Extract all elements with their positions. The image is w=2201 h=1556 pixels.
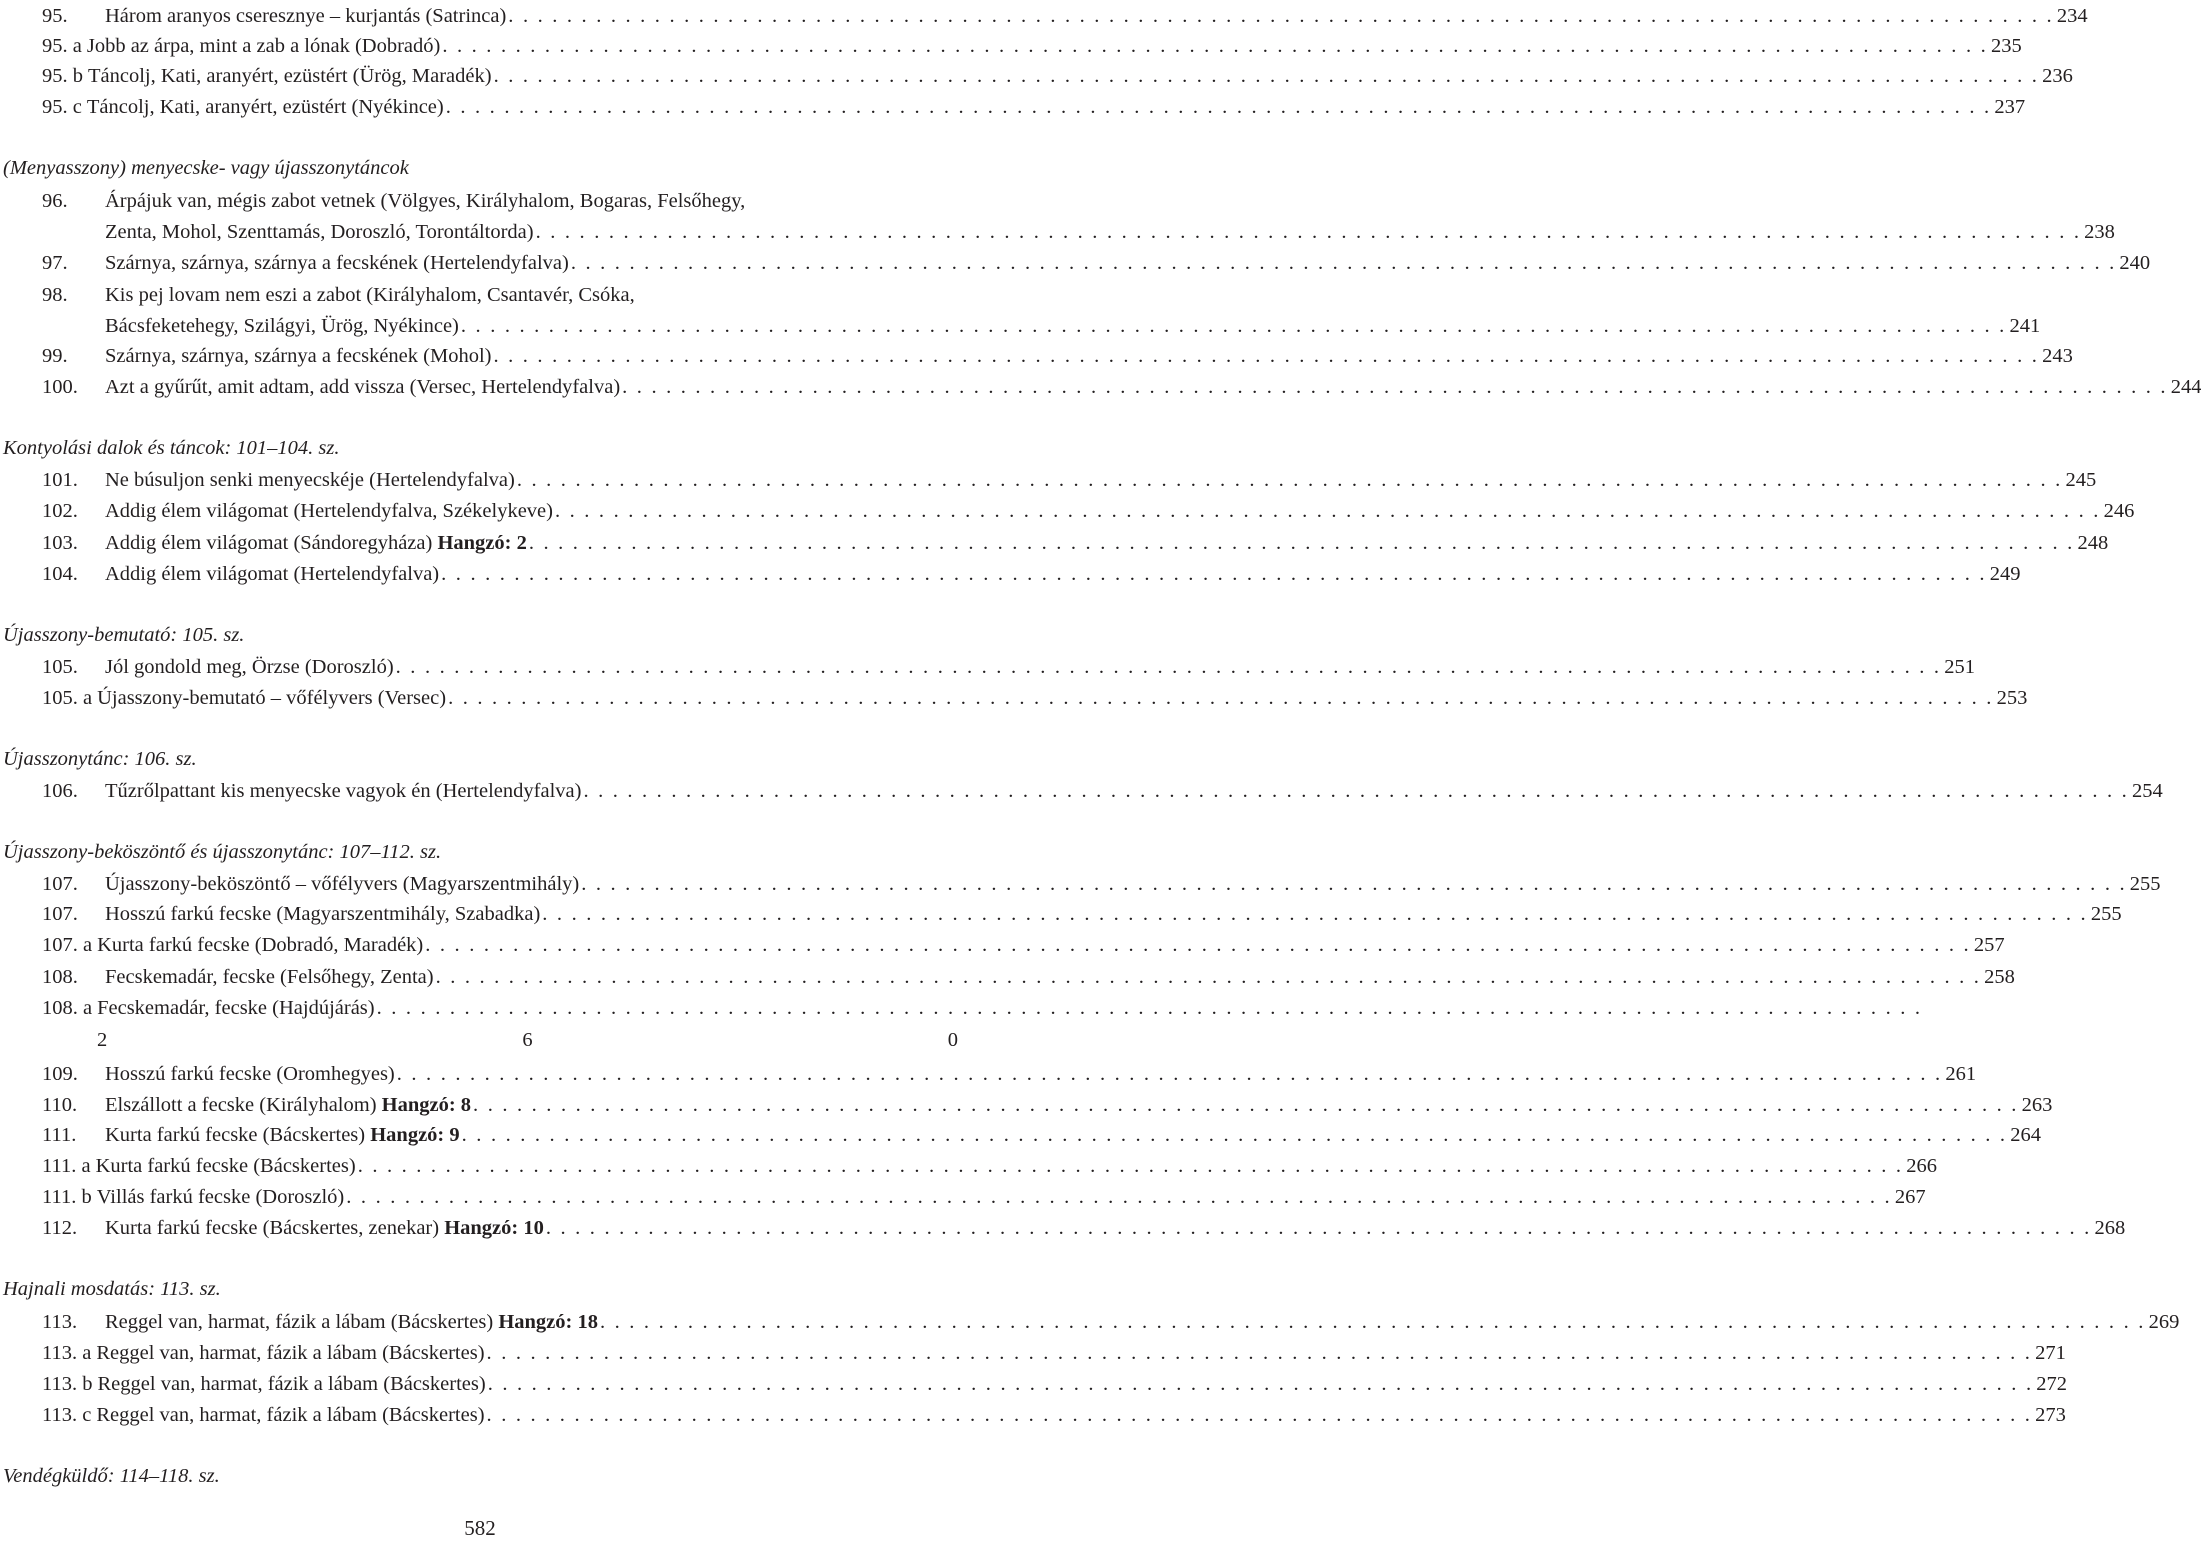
entry-number: 107. [42,873,78,895]
dot-leader: . . . . . . . . . . . . . . . . . . . . . . . . . . . . . . . . . . . . . . . . . . . . . . . . . . . . . . . . . . . . . . . . . . . . . . . . . . . . . . . . . . . . . . . . . . . . . . . . . . . . . . . . . . [435,966,1982,988]
entry-title [98,1370,486,1398]
dot-leader: . . . . . . . . . . . . . . . . . . . . . . . . . . . . . . . . . . . . . . . . . . . . . . . . . . . . . . . . . . . . . . . . . . . . . . . . . . . . . . . . . . . . . . . . . . . . . . . . . . . . . . . . . . [493,65,2040,87]
entry-title-text: Zenta, Mohol, Szenttamás, Doroszló, Torontáltorda) [105,221,534,243]
entry-title [105,497,553,525]
entry-title-text: Újasszony-bemutató – vőfélyvers (Versec) [97,687,447,709]
entry-number: 109. [42,1063,78,1085]
dot-leader: . . . . . . . . . . . . . . . . . . . . . . . . . . . . . . . . . . . . . . . . . . . . . . . . . . . . . . . . . . . . . . . . . . . . . . . . . . . . . . . . . . . . . . . . . . . . . . . . . . . . . . . . . . [508,5,2054,27]
page-number-split [97,1026,958,1054]
entry-number: 113. [42,1311,78,1333]
dot-leader: . . . . . . . . . . . . . . . . . . . . . . . . . . . . . . . . . . . . . . . . . . . . . . . . . . . . . . . . . . . . . . . . . . . . . . . . . . . . . . . . . . . . . . . . . . . . . . . . . . . . . . . . . . [542,903,2088,925]
entry-title [105,312,459,340]
entry-title [105,1214,544,1242]
entry-title [105,342,491,370]
entry-number: 95. c [42,96,82,118]
section-heading: Újasszonytánc: 106. sz. [3,748,197,770]
entry-title [105,2,506,30]
entry-title [105,870,579,898]
toc-entry [42,249,2151,277]
toc-entry [42,1370,2068,1398]
entry-title-text: Fecskemadár, fecske (Hajdújárás) [97,997,375,1019]
entry-page: 249 [1989,563,2021,585]
entry-title [105,777,581,805]
entry-title [87,32,441,60]
entry-title-text: Újasszony-beköszöntő – vőfélyvers (Magyarszentmihály) [105,873,580,895]
entry-page: 243 [2042,345,2073,367]
entry-page: 237 [1994,96,2026,118]
toc-entry [42,560,2021,588]
toc-entry [42,777,2163,805]
entry-title-text: Táncolj, Kati, aranyért, ezüstért (Nyékince) [86,96,444,118]
dot-leader: . . . . . . . . . . . . . . . . . . . . . . . . . . . . . . . . . . . . . . . . . . . . . . . . . . . . . . . . . . . . . . . . . . . . . . . . . . . . . . . . . . . . . . . . . . . . . . . . . . . . . . . . . . [473,1094,2019,1116]
entry-title [105,281,635,309]
entry-title-text: Addig élem világomat (Hertelendyfalva) [105,563,440,585]
entry-title-text: Kurta farkú fecske (Dobradó, Maradék) [97,934,424,956]
dot-leader: . . . . . . . . . . . . . . . . . . . . . . . . . . . . . . . . . . . . . . . . . . . . . . . . . . . . . . . . . . . . . . . . . . . . . . . . . . . . . . . . . . . . . . . . . . . . . . . . . . . . . . . . . . [487,1373,2034,1395]
entry-title-text: Tűzrőlpattant kis menyecske vagyok én (Hertelendyfalva) [105,780,582,802]
entry-page: 255 [2090,903,2122,925]
entry-title [105,249,569,277]
toc-entry [42,187,958,215]
entry-page: 268 [2094,1217,2126,1239]
entry-number: 101. [42,469,78,491]
entry-page: 258 [1984,966,2015,988]
entry-number: 95. b [42,65,83,87]
section-heading: Vendégküldő: 114–118. sz. [3,1465,220,1487]
toc-entry [42,62,2073,90]
entry-number: 107. a [42,934,93,956]
toc-entry [42,2,2088,30]
entry-title-text: Kis pej lovam nem eszi a zabot (Királyhalom, Csantavér, Csóka, [105,284,635,306]
entry-page: 257 [1973,934,2005,956]
entry-page: 271 [2035,1342,2066,1364]
entry-title [105,963,434,991]
toc-entry [42,653,1975,681]
toc-entry [42,870,2161,898]
entry-number: 97. [42,252,68,274]
entry-page: 235 [1990,35,2022,57]
entry-title [96,1339,484,1367]
toc-entry-continuation [105,218,2115,246]
toc-entry [42,963,2015,991]
audio-track-label: Hangzó: 10 [444,1217,544,1239]
split-digit: 0 [947,1029,958,1051]
dot-leader: . . . . . . . . . . . . . . . . . . . . . . . . . . . . . . . . . . . . . . . . . . . . . . . . . . . . . . . . . . . . . . . . . . . . . . . . . . . . . . . . . . . . . . . . . . . . . . . . . . . . . . . . . . [516,469,2063,491]
entry-number: 105. a [42,687,93,709]
entry-title [97,931,423,959]
toc-entry [42,1121,2041,1149]
entry-title [105,900,540,928]
entry-page: 264 [2010,1124,2041,1146]
entry-page: 245 [2065,469,2097,491]
dot-leader: . . . . . . . . . . . . . . . . . . . . . . . . . . . . . . . . . . . . . . . . . . . . . . . . . . . . . . . . . . . . . . . . . . . . . . . . . . . . . . . . . . . . . . . . . . . . . . . . . . . . . . . . . . [460,315,2007,337]
toc-entry [42,1401,2066,1429]
entry-title [105,1308,598,1336]
entry-number: 96. [42,190,68,212]
entry-title-text: Elszállott a fecske (Királyhalom) [105,1094,377,1116]
entry-number: 106. [42,780,78,802]
entry-title-text: Táncolj, Kati, aranyért, ezüstért (Ürög, Maradék) [88,65,492,87]
entry-number: 110. [42,1094,78,1116]
toc-entry [42,1152,1938,1180]
entry-title-text: Jól gondold meg, Örzse (Doroszló) [105,656,394,678]
toc-entry [42,466,2097,494]
entry-title-text: Reggel van, harmat, fázik a lábam (Bácskertes) [96,1342,485,1364]
entry-title [96,1152,356,1180]
toc-entry [42,93,2026,121]
entry-page: 244 [2170,376,2201,398]
entry-title-text: Addig élem világomat (Hertelendyfalva, Székelykeve) [105,500,553,522]
audio-track-label: Hangzó: 8 [381,1094,472,1116]
dot-leader: . . . . . . . . . . . . . . . . . . . . . . . . . . . . . . . . . . . . . . . . . . . . . . . . . . . . . . . . . . . . . . . . . . . . . . . . . . . . . . . . . . . . . . . . . . . . . . . . . . . . . . . . . . [622,376,2168,398]
dot-leader: . . . . . . . . . . . . . . . . . . . . . . . . . . . . . . . . . . . . . . . . . . . . . . . . . . . . . . . . . . . . . . . . . . . . . . . . . . . . . . . . . . . . . . . . . . . . . . . . . . . . . . . . . . [528,532,2075,554]
entry-title-text: Ne búsuljon senki menyecskéje (Hertelendyfalva) [105,469,515,491]
entry-number: 99. [42,345,68,367]
entry-title [105,653,394,681]
entry-page: 263 [2021,1094,2053,1116]
entry-page: 238 [2084,221,2115,243]
entry-title-text: Reggel van, harmat, fázik a lábam (Bácskertes) [105,1311,494,1333]
dot-leader: . . . . . . . . . . . . . . . . . . . . . . . . . . . . . . . . . . . . . . . . . . . . . . . . . . . . . . . . . . . . . . . . . . . . . . . . . . . . . . . . . . . . . . . . . . . . . . . . . . . . . . . . . . [357,1155,1904,1177]
dot-leader: . . . . . . . . . . . . . . . . . . . . . . . . . . . . . . . . . . . . . . . . . . . . . . . . . . . . . . . . . . . . . . . . . . . . . . . . . . . . . . . . . . . . . . . . . . . . . . . . . . . . . . . . . . [583,780,2130,802]
toc-entry [42,1214,2126,1242]
entry-title-text: Kurta farkú fecske (Bácskertes, zenekar) [105,1217,440,1239]
entry-page: 273 [2035,1404,2066,1426]
entry-page: 236 [2042,65,2073,87]
entry-title [105,187,745,215]
entry-page: 241 [2009,315,2041,337]
audio-track-label: Hangzó: 9 [370,1124,460,1146]
entry-title-text: Reggel van, harmat, fázik a lábam (Bácskertes) [97,1373,486,1395]
entry-title [105,1091,471,1119]
toc-entry [42,931,2005,959]
page-number: 582 [464,1516,496,1540]
toc-entry [42,1308,2180,1336]
entry-page: 248 [2077,532,2109,554]
dot-leader: . . . . . . . . . . . . . . . . . . . . . . . . . . . . . . . . . . . . . . . . . . . . . . . . . . . . . . . . . . . . . . . . . . . . . . . . . . . . . . . . . . . . . . . . . . . . . . . . . . . . . . . . . . [545,1217,2092,1239]
entry-number: 108. [42,966,78,988]
entry-number: 108. a [42,997,93,1019]
toc-entry [42,1091,2053,1119]
entry-title-text: Szárnya, szárnya, szárnya a fecskének (Mohol) [105,345,492,367]
dot-leader: . . . . . . . . . . . . . . . . . . . . . . . . . . . . . . . . . . . . . . . . . . . . . . . . . . . . . . . . . . . . . . . . . . . . . . . . . . . . . . . . . . . . . . . . . . . . . . . . . . . . . . . . . . [493,345,2040,367]
entry-title [88,62,492,90]
entry-title [105,1121,460,1149]
split-digit: 2 [97,1029,108,1051]
entry-number: 102. [42,500,78,522]
entry-title-text: Hosszú farkú fecske (Oromhegyes) [105,1063,395,1085]
toc-entry [42,1060,1977,1088]
dot-leader: . . . . . . . . . . . . . . . . . . . . . . . . . . . . . . . . . . . . . . . . . . . . . . . . . . . . . . . . . . . . . . . . . . . . . . . . . . . . . . . . . . . . . . . . . . . . . . . . . . . . . . . . . . [441,563,1987,585]
entry-title [97,1183,345,1211]
dot-leader: . . . . . . . . . . . . . . . . . . . . . . . . . . . . . . . . . . . . . . . . . . . . . . . . . . . . . . . . . . . . . . . . . . . . . . . . . . . . . . . . . . . . . . . . . . . . . . . . . . . . . . . . . . [425,934,1971,956]
dot-leader: . . . . . . . . . . . . . . . . . . . . . . . . . . . . . . . . . . . . . . . . . . . . . . . . . . . . . . . . . . . . . . . . . . . . . . . . . . . . . . . . . . . . . . . . . . . . . . . . . . . . . . . . . . [461,1124,2008,1146]
entry-title-text: Árpájuk van, mégis zabot vetnek (Völgyes, Királyhalom, Bogaras, Felsőhegy, [105,190,746,212]
entry-title [105,1060,395,1088]
entry-page: 255 [2129,873,2161,895]
toc-entry [42,32,2022,60]
dot-leader: . . . . . . . . . . . . . . . . . . . . . . . . . . . . . . . . . . . . . . . . . . . . . . . . . . . . . . . . . . . . . . . . . . . . . . . . . . . . . . . . . . . . . . . . . . . . . . . . . . . . . . . . . . [445,96,1992,118]
entry-number: 105. [42,656,78,678]
entry-page: 269 [2148,1311,2180,1333]
entry-number: 100. [42,376,78,398]
entry-number: 104. [42,563,78,585]
section-heading: Kontyolási dalok és táncok: 101–104. sz. [3,437,340,459]
entry-number: 111. a [42,1155,91,1177]
dot-leader: . . . . . . . . . . . . . . . . . . . . . . . . . . . . . . . . . . . . . . . . . . . . . . . . . . . . . . . . . . . . . . . . . . . . . . . . . . . . . . . . . . . . . . . . . . . . . . . . . . . . . . . . . . [535,221,2082,243]
entry-title [105,466,515,494]
entry-page: 272 [2036,1373,2068,1395]
entry-title-text: Bácsfeketehegy, Szilágyi, Ürög, Nyékince) [105,315,459,337]
entry-title-text: Reggel van, harmat, fázik a lábam (Bácskertes) [96,1404,485,1426]
split-digit: 6 [522,1029,533,1051]
dot-leader: . . . . . . . . . . . . . . . . . . . . . . . . . . . . . . . . . . . . . . . . . . . . . . . . . . . . . . . . . . . . . . . . . . . . . . . . . . . . . . . . . . . . . . . . . . . . . . . . . . . . . . . . . . [442,35,1988,57]
entry-title-text: Fecskemadár, fecske (Felsőhegy, Zenta) [105,966,434,988]
entry-page: 254 [2132,780,2163,802]
audio-track-label: Hangzó: 2 [437,532,527,554]
entry-title [105,218,534,246]
dot-leader: . . . . . . . . . . . . . . . . . . . . . . . . . . . . . . . . . . . . . . . . . . . . . . . . . . . . . . . . . . . . . . . . . . . . . . . . . . . . . . . . . . . . . . . . . . . . . . . . . . . . . . . . . . [486,1342,2033,1364]
entry-title-text: Addig élem világomat (Sándoregyháza) [105,532,433,554]
toc-entry [42,373,2201,401]
dot-leader: . . . . . . . . . . . . . . . . . . . . . . . . . . . . . . . . . . . . . . . . . . . . . . . . . . . . . . . . . . . . . . . . . . . . . . . . . . . . . . . . . . . . . . . . . . . . . . . . . . . . . . . . . . [570,252,2117,274]
entry-number: 113. c [42,1404,92,1426]
entry-page: 253 [1996,687,2028,709]
entry-page: 267 [1894,1186,1926,1208]
entry-number: 113. a [42,1342,92,1364]
dot-leader: . . . . . . . . . . . . . . . . . . . . . . . . . . . . . . . . . . . . . . . . . . . . . . . . . . . . . . . . . . . . . . . . . . . . . . . . . . . . . . . . . . . . . . . . . . . . . . . . . . . . . . . . . . [396,1063,1943,1085]
entry-page: 251 [1944,656,1975,678]
entry-title [87,93,444,121]
entry-number: 98. [42,284,68,306]
section-heading: Újasszony-bemutató: 105. sz. [3,624,245,646]
entry-title [105,529,527,557]
dot-leader: . . . . . . . . . . . . . . . . . . . . . . . . . . . . . . . . . . . . . . . . . . . . . . . . . . . . . . . . . . . . . . . . . . . . . . . . . . . . . . . . . . . . . . . . . . . . . . . . . . . . . . . . . . [448,687,1994,709]
dot-leader: . . . . . . . . . . . . . . . . . . . . . . . . . . . . . . . . . . . . . . . . . . . . . . . . . . . . . . . . . . . . . . . . . . . . . . . . . . . . . . . . . . . . . . . . . . . . . . . . . . . . . . . . . . [395,656,1942,678]
entry-title-text: Három aranyos cseresznye – kurjantás (Satrinca) [105,5,507,27]
entry-title-text: Jobb az árpa, mint a zab a lónak (Dobradó) [86,35,441,57]
entry-title-text: Azt a gyűrűt, amit adtam, add vissza (Versec, Hertelendyfalva) [105,376,621,398]
entry-title-text: Szárnya, szárnya, szárnya a fecskének (Hertelendyfalva) [105,252,569,274]
entry-page: 266 [1906,1155,1938,1177]
dot-leader: . . . . . . . . . . . . . . . . . . . . . . . . . . . . . . . . . . . . . . . . . . . . . . . . . . . . . . . . . . . . . . . . . . . . . . . . . . . . . . . . . . . . . . . . . . . . . . . . . . . . . . . . . . [554,500,2101,522]
entry-number: 95. a [42,35,82,57]
entry-number: 111. [42,1124,77,1146]
entry-number: 107. [42,903,78,925]
entry-page: 234 [2056,5,2088,27]
entry-number: 111. b [42,1186,92,1208]
audio-track-label: Hangzó: 18 [498,1311,598,1333]
entry-title-text: Kurta farkú fecske (Bácskertes) [105,1124,366,1146]
dot-leader: . . . . . . . . . . . . . . . . . . . . . . . . . . . . . . . . . . . . . . . . . . . . . . . . . . . . . . . . . . . . . . . . . . . . . . . . . . . . . . . . . . . . . . . . . . . . . . . . . . . . . . . . . . [599,1311,2146,1333]
entry-number: 113. b [42,1373,93,1395]
entry-title-text: Hosszú farkú fecske (Magyarszentmihály, Szabadka) [105,903,541,925]
entry-page: 261 [1945,1063,1977,1085]
section-heading: (Menyasszony) menyecske- vagy újasszonytáncok [3,157,409,179]
entry-number: 112. [42,1217,78,1239]
entry-title-text: Kurta farkú fecske (Bácskertes) [95,1155,356,1177]
entry-title [105,373,620,401]
toc-entry [42,994,1923,1022]
toc-entry [42,900,2122,928]
entry-number: 95. [42,5,68,27]
entry-title [97,994,375,1022]
dot-leader: . . . . . . . . . . . . . . . . . . . . . . . . . . . . . . . . . . . . . . . . . . . . . . . . . . . . . . . . . . . . . . . . . . . . . . . . . . . . . . . . . . . . . . . . . . . . . . . . . . . . . . . . . . [581,873,2127,895]
dot-leader: . . . . . . . . . . . . . . . . . . . . . . . . . . . . . . . . . . . . . . . . . . . . . . . . . . . . . . . . . . . . . . . . . . . . . . . . . . . . . . . . . . . . . . . . . . . . . . . . . . . . . . . . . . [376,997,1923,1019]
toc-entry [42,684,2028,712]
toc-entry [42,1339,2066,1367]
toc-entry [42,281,958,309]
dot-leader: . . . . . . . . . . . . . . . . . . . . . . . . . . . . . . . . . . . . . . . . . . . . . . . . . . . . . . . . . . . . . . . . . . . . . . . . . . . . . . . . . . . . . . . . . . . . . . . . . . . . . . . . . . [346,1186,1892,1208]
entry-title [97,684,446,712]
section-heading: Újasszony-beköszöntő és újasszonytánc: 107–112. sz. [3,841,442,863]
entry-number: 103. [42,532,78,554]
entry-title [96,1401,484,1429]
dot-leader: . . . . . . . . . . . . . . . . . . . . . . . . . . . . . . . . . . . . . . . . . . . . . . . . . . . . . . . . . . . . . . . . . . . . . . . . . . . . . . . . . . . . . . . . . . . . . . . . . . . . . . . . . . [486,1404,2033,1426]
entry-title [105,560,439,588]
toc-entry [42,497,2135,525]
entry-title-text: Villás farkú fecske (Doroszló) [96,1186,345,1208]
toc-entry [42,342,2073,370]
toc-entry [42,1183,1926,1211]
toc-entry [42,529,2109,557]
entry-page: 246 [2103,500,2135,522]
section-heading: Hajnali mosdatás: 113. sz. [3,1278,221,1300]
entry-page: 240 [2119,252,2151,274]
toc-entry-continuation [105,312,2041,340]
